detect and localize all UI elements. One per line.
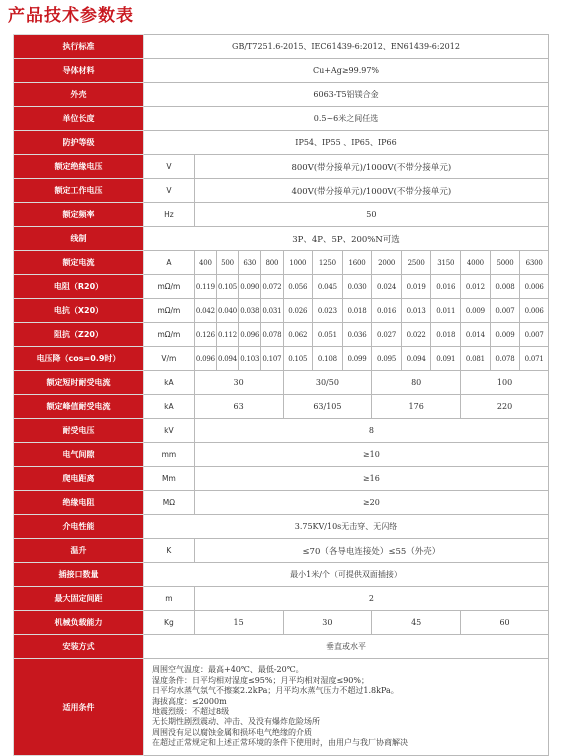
value-cell: 0.018	[431, 323, 461, 347]
row-label: 电压降（cos=0.9时）	[14, 347, 144, 371]
ambient-line: 日平均水蒸气氛气不擦案2.2kPa；月平均水蒸气压力不超过1.8kPa。	[152, 686, 399, 696]
value-cell: 0.056	[283, 275, 313, 299]
row-unit: m	[144, 587, 195, 611]
value-cell: 0.105	[283, 347, 313, 371]
spec-row-standard	[14, 35, 549, 59]
value-cell: 0.038	[239, 299, 261, 323]
value-cell: 0.011	[431, 299, 461, 323]
row-label: 防护等级	[14, 131, 144, 155]
spec-row-frequency	[14, 203, 549, 227]
value-cell: 800	[261, 251, 283, 275]
value-cell: 630	[239, 251, 261, 275]
spec-row-dielectric	[14, 515, 549, 539]
value-cell: 0.009	[490, 323, 520, 347]
page-title: 产品技术参数表	[8, 6, 134, 26]
spec-row-temperature-rise	[14, 539, 549, 563]
value-cell: 0.007	[520, 323, 549, 347]
row-label: 爬电距离	[14, 467, 144, 491]
row-unit: mm	[144, 443, 195, 467]
spec-row-mechanical-load	[14, 611, 549, 635]
ambient-line: 海拔高度：≤2000m	[152, 696, 227, 706]
value-cell: 0.051	[313, 323, 343, 347]
value-cell: 30	[283, 611, 372, 635]
row-label: 绝缘电阻	[14, 491, 144, 515]
value-cell: 5000	[490, 251, 520, 275]
row-value: 0.5~6米之间任选	[144, 107, 549, 131]
value-cell: 0.094	[216, 347, 238, 371]
row-value: ≥10	[194, 443, 548, 467]
row-value: 2	[194, 587, 548, 611]
value-cell: 0.072	[261, 275, 283, 299]
spec-row-clearance	[14, 443, 549, 467]
value-cell: 0.095	[372, 347, 402, 371]
row-value: 6063-T5铝镁合金	[144, 83, 549, 107]
row-value: 8	[194, 419, 548, 443]
row-label: 机械负载能力	[14, 611, 144, 635]
spec-row-resistance	[14, 275, 549, 299]
value-cell: 0.099	[342, 347, 372, 371]
spec-row-creepage	[14, 467, 549, 491]
value-cell: 0.016	[372, 299, 402, 323]
row-unit: kA	[144, 395, 195, 419]
value-cell: 0.018	[342, 299, 372, 323]
ambient-conditions	[144, 659, 549, 756]
row-unit: mΩ/m	[144, 275, 195, 299]
row-unit: mΩ/m	[144, 299, 195, 323]
spec-row-housing	[14, 83, 549, 107]
value-cell: 0.103	[239, 347, 261, 371]
row-label: 阻抗（Z20）	[14, 323, 144, 347]
value-cell: 0.107	[261, 347, 283, 371]
row-label: 插接口数量	[14, 563, 144, 587]
ambient-line: 在超过正常规定和上述正常环境的条件下使用时，由用户与我厂协商解决	[152, 738, 409, 748]
value-cell: 2000	[372, 251, 402, 275]
value-cell: 0.027	[372, 323, 402, 347]
value-cell: 0.096	[194, 347, 216, 371]
value-cell: 0.062	[283, 323, 313, 347]
value-cell: 1000	[283, 251, 313, 275]
row-value: GB/T7251.6-2015、IEC61439-6:2012、EN61439-6:2012	[144, 35, 549, 59]
value-cell: 176	[372, 395, 461, 419]
spec-row-short-time-current	[14, 371, 549, 395]
value-cell: 2500	[401, 251, 431, 275]
row-label: 温升	[14, 539, 144, 563]
row-label: 额定峰值耐受电流	[14, 395, 144, 419]
row-value: 垂直或水平	[144, 635, 549, 659]
value-cell: 0.096	[239, 323, 261, 347]
row-label: 电抗（X20）	[14, 299, 144, 323]
row-unit: Hz	[144, 203, 195, 227]
value-cell: 30	[194, 371, 283, 395]
spec-row-max-fixing-spacing	[14, 587, 549, 611]
value-cell: 0.091	[431, 347, 461, 371]
value-cell: 0.105	[216, 275, 238, 299]
row-label: 介电性能	[14, 515, 144, 539]
value-cell: 0.019	[401, 275, 431, 299]
row-value: 3P、4P、5P、200%N可选	[144, 227, 549, 251]
value-cell: 0.081	[461, 347, 491, 371]
row-value: 3.75KV/10s无击穿、无闪络	[144, 515, 549, 539]
value-cell: 0.007	[490, 299, 520, 323]
row-label: 额定绝缘电压	[14, 155, 144, 179]
spec-row-installation	[14, 635, 549, 659]
row-unit: Mm	[144, 467, 195, 491]
row-unit: V	[144, 155, 195, 179]
row-unit: K	[144, 539, 195, 563]
value-cell: 0.006	[520, 299, 549, 323]
value-cell: 0.009	[461, 299, 491, 323]
value-cell: 45	[372, 611, 461, 635]
value-cell: 1600	[342, 251, 372, 275]
value-cell: 0.119	[194, 275, 216, 299]
value-cell: 220	[461, 395, 549, 419]
spec-row-voltage-drop	[14, 347, 549, 371]
row-unit: A	[144, 251, 195, 275]
value-cell: 500	[216, 251, 238, 275]
value-cell: 0.024	[372, 275, 402, 299]
row-value: 最小1米/个（可提供双面插接）	[144, 563, 549, 587]
value-cell: 0.040	[216, 299, 238, 323]
row-unit: mΩ/m	[144, 323, 195, 347]
value-cell: 4000	[461, 251, 491, 275]
row-label: 单位长度	[14, 107, 144, 131]
value-cell: 63	[194, 395, 283, 419]
spec-row-ambient	[14, 659, 549, 756]
row-label: 额定电流	[14, 251, 144, 275]
value-cell: 60	[461, 611, 549, 635]
row-label: 线制	[14, 227, 144, 251]
value-cell: 100	[461, 371, 549, 395]
value-cell: 0.126	[194, 323, 216, 347]
row-label: 耐受电压	[14, 419, 144, 443]
row-label: 执行标准	[14, 35, 144, 59]
value-cell: 0.008	[490, 275, 520, 299]
row-value: ≤70（各导电连接处）≤55（外壳）	[194, 539, 548, 563]
spec-row-plug-ports	[14, 563, 549, 587]
spec-row-conductor	[14, 59, 549, 83]
value-cell: 0.094	[401, 347, 431, 371]
spec-row-peak-current	[14, 395, 549, 419]
value-cell: 0.016	[431, 275, 461, 299]
value-cell: 0.031	[261, 299, 283, 323]
spec-row-rated-current	[14, 251, 549, 275]
row-value: 400V(带分接单元)/1000V(不带分接单元)	[194, 179, 548, 203]
row-value: 800V(带分接单元)/1000V(不带分接单元)	[194, 155, 548, 179]
row-value: ≥16	[194, 467, 548, 491]
row-label: 安装方式	[14, 635, 144, 659]
ambient-line: 周围空气温度：最高+40℃、最低-20℃。	[152, 665, 304, 675]
row-label: 额定工作电压	[14, 179, 144, 203]
spec-row-insulation-resistance	[14, 491, 549, 515]
value-cell: 400	[194, 251, 216, 275]
ambient-line: 地震烈级：不超过8级	[152, 707, 230, 716]
row-label: 外壳	[14, 83, 144, 107]
value-cell: 0.023	[313, 299, 343, 323]
value-cell: 0.078	[490, 347, 520, 371]
value-cell: 0.112	[216, 323, 238, 347]
row-unit: Kg	[144, 611, 195, 635]
row-value: 50	[194, 203, 548, 227]
row-label: 电阻（R20）	[14, 275, 144, 299]
value-cell: 0.071	[520, 347, 549, 371]
value-cell: 0.036	[342, 323, 372, 347]
value-cell: 0.090	[239, 275, 261, 299]
spec-row-reactance	[14, 299, 549, 323]
value-cell: 0.012	[461, 275, 491, 299]
row-unit: V/m	[144, 347, 195, 371]
spec-row-insulation-voltage	[14, 155, 549, 179]
ambient-line: 湿度条件：日平均相对湿度≤95%；月平均相对湿度≤90%；	[152, 675, 369, 685]
value-cell: 63/105	[283, 395, 372, 419]
row-value: Cu+Ag≥99.97%	[144, 59, 549, 83]
spec-row-wiring	[14, 227, 549, 251]
row-label: 电气间隙	[14, 443, 144, 467]
row-unit: V	[144, 179, 195, 203]
spec-row-withstand-voltage	[14, 419, 549, 443]
value-cell: 0.022	[401, 323, 431, 347]
value-cell: 30/50	[283, 371, 372, 395]
ambient-line: 无长期性剧烈震动、冲击、及没有爆炸危险场所	[152, 717, 321, 727]
row-label: 适用条件	[14, 659, 144, 756]
value-cell: 3150	[431, 251, 461, 275]
row-value: ≥20	[194, 491, 548, 515]
spec-table	[13, 34, 549, 756]
value-cell: 0.026	[283, 299, 313, 323]
spec-row-impedance	[14, 323, 549, 347]
row-value: IP54、IP55 、IP65、IP66	[144, 131, 549, 155]
row-unit: kA	[144, 371, 195, 395]
value-cell: 6300	[520, 251, 549, 275]
value-cell: 0.078	[261, 323, 283, 347]
value-cell: 1250	[313, 251, 343, 275]
row-label: 导体材料	[14, 59, 144, 83]
value-cell: 0.030	[342, 275, 372, 299]
spec-row-unit-length	[14, 107, 549, 131]
ambient-line: 周围没有足以腐蚀金属和损坏电气绝缘的介质	[152, 727, 313, 737]
row-label: 最大固定间距	[14, 587, 144, 611]
value-cell: 0.045	[313, 275, 343, 299]
value-cell: 15	[194, 611, 283, 635]
row-label: 额定频率	[14, 203, 144, 227]
spec-row-protection	[14, 131, 549, 155]
row-label: 额定短时耐受电流	[14, 371, 144, 395]
value-cell: 0.108	[313, 347, 343, 371]
spec-row-working-voltage	[14, 179, 549, 203]
value-cell: 0.042	[194, 299, 216, 323]
row-unit: MΩ	[144, 491, 195, 515]
value-cell: 0.006	[520, 275, 549, 299]
value-cell: 0.013	[401, 299, 431, 323]
row-unit: kV	[144, 419, 195, 443]
value-cell: 0.014	[461, 323, 491, 347]
value-cell: 80	[372, 371, 461, 395]
